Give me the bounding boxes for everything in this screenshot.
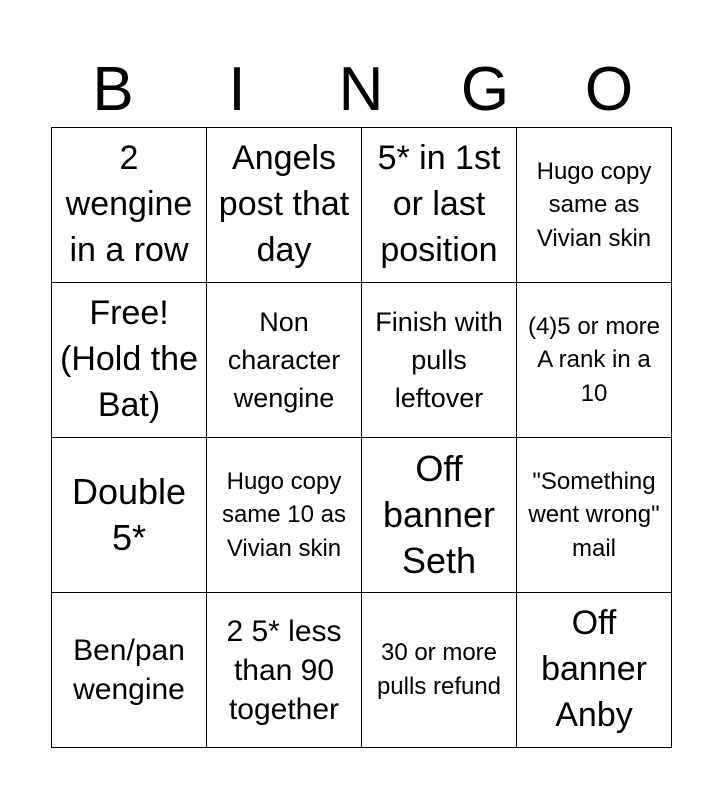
bingo-cell-10[interactable]	[207, 438, 362, 593]
bingo-cell-text: Non character wengine	[227, 306, 341, 414]
bingo-cell-text: (4)5 or more A rank in a 10	[527, 312, 661, 407]
bingo-cell-11[interactable]	[362, 438, 517, 593]
bingo-cell-text: "Something went wrong" mail	[528, 467, 660, 562]
bingo-cell-text: Finish with pulls leftover	[375, 306, 503, 414]
header-letter-g: G	[460, 55, 510, 124]
bingo-cell-4[interactable]	[517, 128, 672, 283]
bingo-cell-9[interactable]	[52, 438, 207, 593]
bingo-cell-text: Double 5*	[71, 471, 187, 558]
bingo-cell-1[interactable]	[52, 128, 207, 283]
bingo-cell-text: 5* in 1st or last position	[377, 139, 501, 269]
bingo-cell-5[interactable]	[52, 283, 207, 438]
header-letter-o: O	[584, 55, 634, 124]
bingo-cell-text: 30 or more pulls refund	[376, 639, 502, 700]
bingo-cell-14[interactable]	[207, 593, 362, 748]
bingo-cell-13[interactable]	[52, 593, 207, 748]
bingo-cell-12[interactable]	[517, 438, 672, 593]
bingo-cell-text: Off banner Seth	[382, 448, 496, 581]
header-letter-i: I	[228, 55, 246, 124]
bingo-cell-text: Free! (Hold the Bat)	[60, 294, 198, 424]
bingo-board	[51, 127, 672, 748]
bingo-cell-7[interactable]	[362, 283, 517, 438]
bingo-header	[51, 52, 671, 128]
header-letter-n: N	[338, 55, 384, 124]
bingo-cell-text: Off banner Anby	[541, 604, 647, 734]
bingo-cell-2[interactable]	[207, 128, 362, 283]
bingo-cell-text: Hugo copy same as Vivian skin	[536, 157, 652, 252]
bingo-cell-8[interactable]	[517, 283, 672, 438]
bingo-cell-16[interactable]	[517, 593, 672, 748]
bingo-cell-15[interactable]	[362, 593, 517, 748]
bingo-cell-text: Hugo copy same 10 as Vivian skin	[221, 467, 347, 562]
bingo-cell-3[interactable]	[362, 128, 517, 283]
bingo-cell-6[interactable]	[207, 283, 362, 438]
bingo-cell-text: Ben/pan wengine	[73, 634, 185, 706]
header-letter-b: B	[92, 55, 134, 124]
bingo-cell-text: 2 wengine in a row	[65, 139, 193, 269]
bingo-cell-text: Angels post that day	[218, 139, 350, 269]
bingo-cell-text: 2 5* less than 90 together	[226, 614, 342, 726]
